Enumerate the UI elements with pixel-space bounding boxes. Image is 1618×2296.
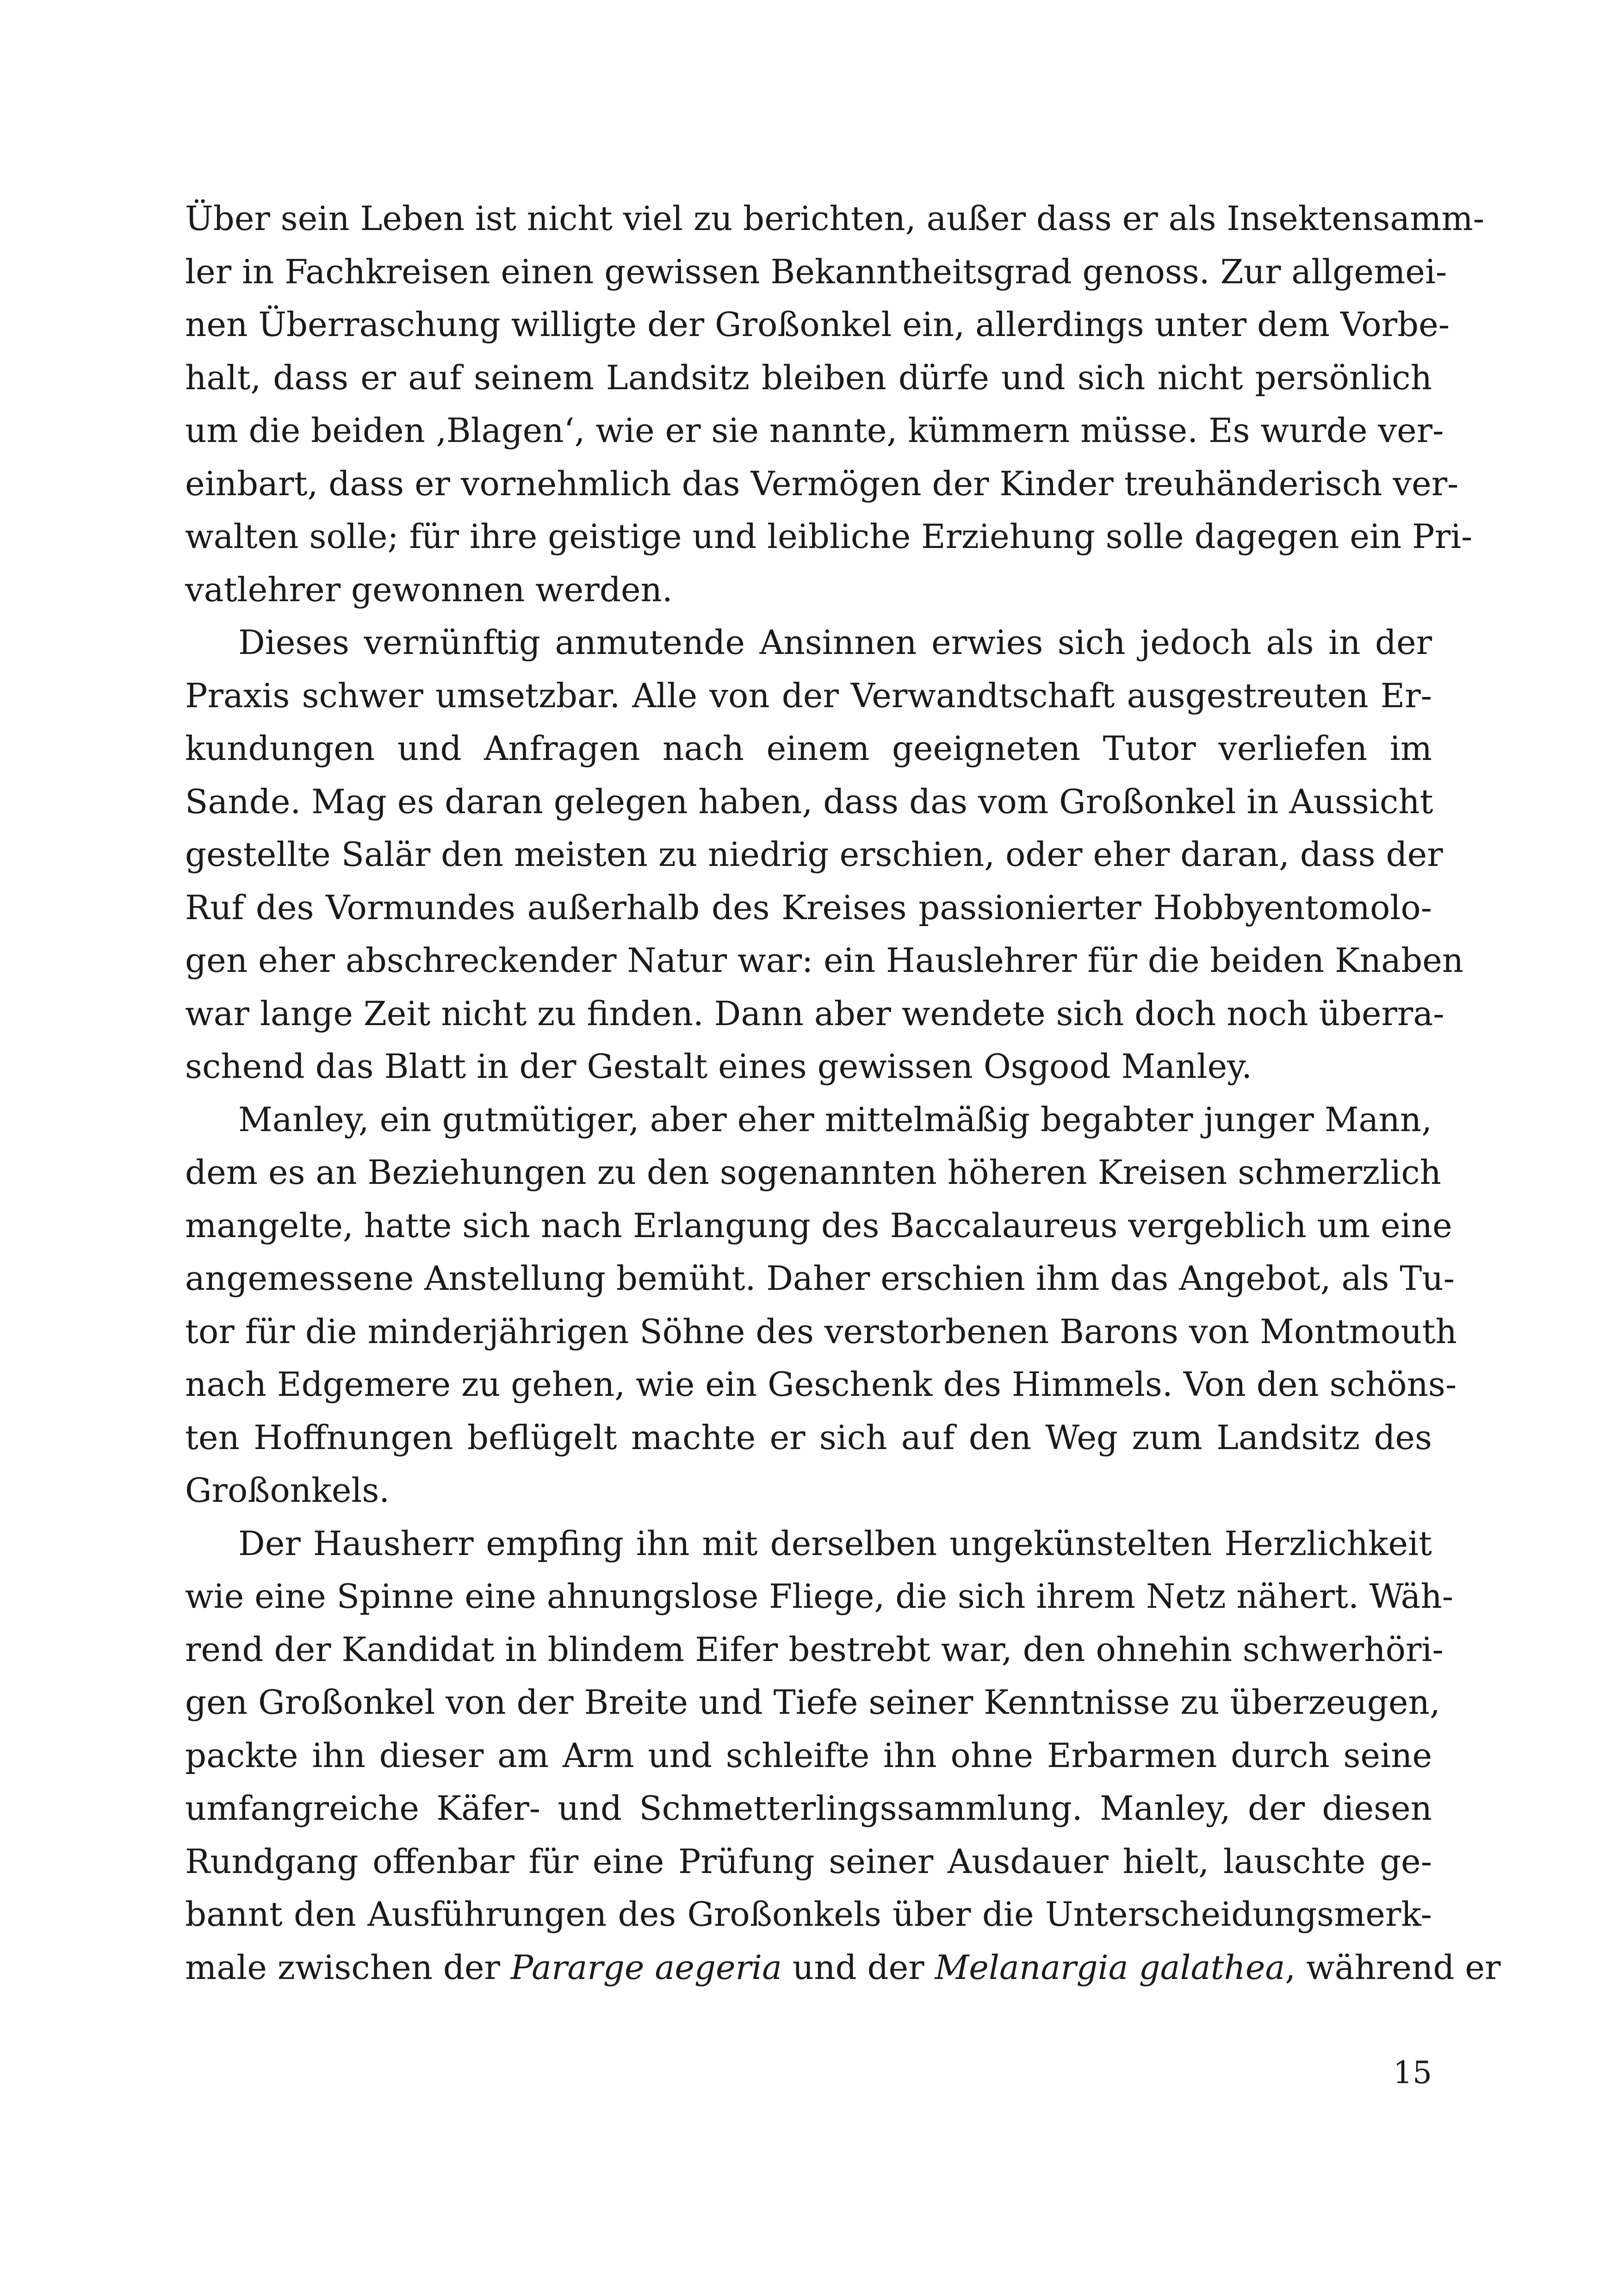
paragraph-1 bbox=[185, 192, 1485, 616]
text-line: Der Hausherr empfing ihn mit derselben ungekünstelten Herzlichkeit bbox=[238, 1524, 1432, 1563]
text-line: vatlehrer gewonnen werden. bbox=[185, 570, 673, 609]
text-line: wie eine Spinne eine ahnungslose Fliege, die sich ihrem Netz nähert. Wäh- bbox=[185, 1577, 1454, 1616]
text-line: kundungen und Anfragen nach einem geeigneten Tutor verliefen im bbox=[185, 729, 1432, 768]
text-line: schend das Blatt in der Gestalt eines gewissen Osgood Manley. bbox=[185, 1047, 1252, 1086]
text-line: nach Edgemere zu gehen, wie ein Geschenk des Himmels. Von den schöns- bbox=[185, 1365, 1457, 1404]
text-line: Manley, ein gutmütiger, aber eher mittelmäßig begabter junger Mann, bbox=[238, 1100, 1432, 1139]
text-line: war lange Zeit nicht zu finden. Dann aber wendete sich doch noch überra- bbox=[185, 994, 1444, 1033]
text-line: bannt den Ausführungen des Großonkels über die Unterscheidungsmerk- bbox=[185, 1895, 1432, 1934]
text-line: Dieses vernünftig anmutende Ansinnen erwies sich jedoch als in der bbox=[238, 623, 1432, 662]
text-segment: und der bbox=[781, 1948, 935, 1987]
text-segment: , während er bbox=[1285, 1948, 1501, 1987]
text-line: Über sein Leben ist nicht viel zu berichten, außer dass er als Insektensamm- bbox=[185, 199, 1485, 238]
text-line: umfangreiche Käfer- und Schmetterlingssammlung. Manley, der diesen bbox=[185, 1789, 1432, 1828]
paragraph-3 bbox=[185, 1093, 1457, 1517]
species-name-italic: Melanargia galathea bbox=[935, 1948, 1285, 1987]
text-line-with-italics bbox=[185, 1941, 1501, 1994]
text-line: Rundgang offenbar für eine Prüfung seiner Ausdauer hielt, lauschte ge- bbox=[185, 1842, 1432, 1881]
text-line: rend der Kandidat in blindem Eifer bestrebt war, den ohnehin schwerhöri- bbox=[185, 1630, 1444, 1669]
text-line: mangelte, hatte sich nach Erlangung des Baccalaureus vergeblich um eine bbox=[185, 1206, 1452, 1245]
text-line: walten solle; für ihre geistige und leibliche Erziehung solle dagegen ein Pri- bbox=[185, 517, 1473, 556]
paragraph-2 bbox=[185, 616, 1464, 1093]
text-line: angemessene Anstellung bemüht. Daher erschien ihm das Angebot, als Tu- bbox=[185, 1259, 1455, 1298]
text-line: gestellte Salär den meisten zu niedrig erschien, oder eher daran, dass der bbox=[185, 835, 1443, 874]
text-line: packte ihn dieser am Arm und schleifte ihn ohne Erbarmen durch seine bbox=[185, 1736, 1432, 1775]
text-line: Praxis schwer umsetzbar. Alle von der Verwandtschaft ausgestreuten Er- bbox=[185, 676, 1432, 715]
species-name-italic: Pararge aegeria bbox=[510, 1948, 782, 1987]
text-line: ten Hoffnungen beflügelt machte er sich auf den Weg zum Landsitz des bbox=[185, 1418, 1432, 1457]
text-line: dem es an Beziehungen zu den sogenannten höheren Kreisen schmerzlich bbox=[185, 1153, 1441, 1192]
text-line: Großonkels. bbox=[185, 1471, 390, 1510]
text-line: um die beiden ‚Blagen‘, wie er sie nannte, kümmern müsse. Es wurde ver- bbox=[185, 411, 1444, 450]
text-line: nen Überraschung willigte der Großonkel ein, allerdings unter dem Vorbe- bbox=[185, 305, 1450, 344]
text-line: gen Großonkel von der Breite und Tiefe seiner Kenntnisse zu überzeugen, bbox=[185, 1683, 1440, 1722]
page-number: 15 bbox=[1393, 2055, 1432, 2091]
text-line: gen eher abschreckender Natur war: ein Hauslehrer für die beiden Knaben bbox=[185, 941, 1464, 980]
text-line: halt, dass er auf seinem Landsitz bleiben dürfe und sich nicht persönlich bbox=[185, 358, 1432, 397]
body-text bbox=[185, 192, 1501, 1994]
text-line: tor für die minderjährigen Söhne des verstorbenen Barons von Montmouth bbox=[185, 1312, 1457, 1351]
text-line: ler in Fachkreisen einen gewissen Bekanntheitsgrad genoss. Zur allgemei- bbox=[185, 252, 1447, 291]
text-segment: male zwischen der bbox=[185, 1948, 511, 1987]
paragraph-4 bbox=[185, 1517, 1501, 1994]
text-line: Sande. Mag es daran gelegen haben, dass das vom Großonkel in Aussicht bbox=[185, 782, 1433, 821]
text-line: Ruf des Vormundes außerhalb des Kreises passionierter Hobbyentomolo- bbox=[185, 888, 1432, 927]
text-line: einbart, dass er vornehmlich das Vermögen der Kinder treuhänderisch ver- bbox=[185, 464, 1459, 503]
